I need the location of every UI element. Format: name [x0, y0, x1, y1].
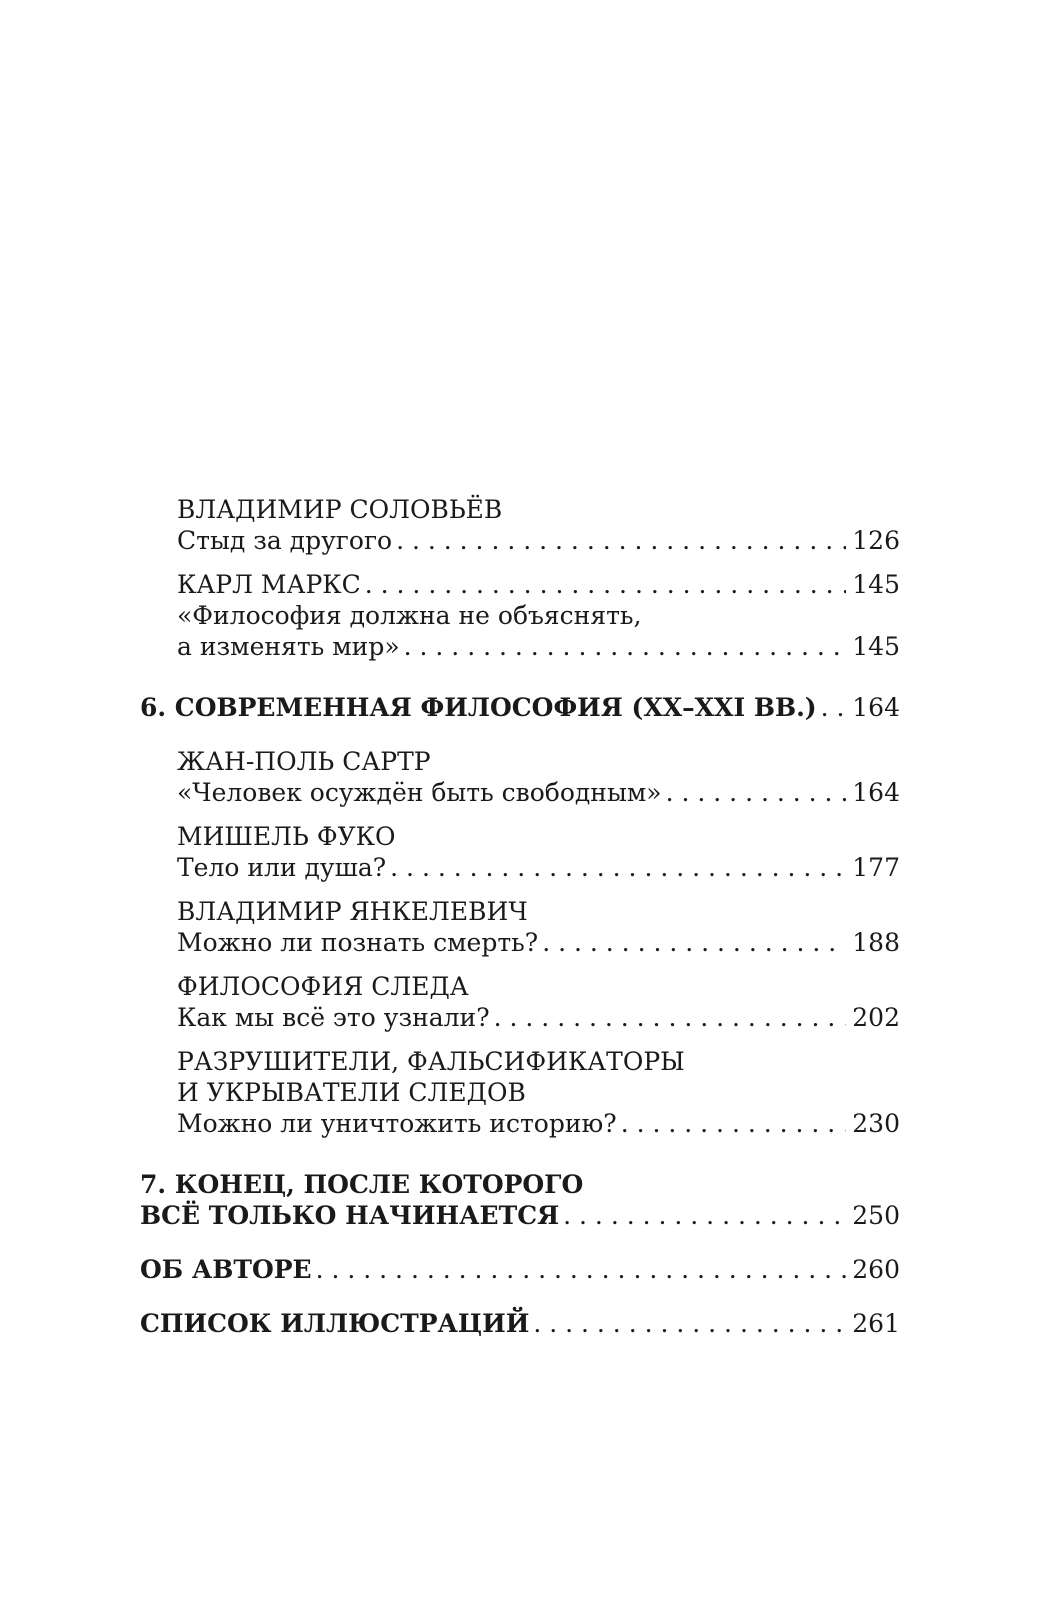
toc-title: Стыд за другого: [177, 526, 393, 555]
toc-page-number: 145: [852, 570, 900, 599]
toc-page-number: 164: [852, 693, 900, 722]
toc-entry-philosophy-of-trace: [140, 971, 900, 1033]
toc-page-number: 164: [852, 778, 900, 807]
toc-page-number: 261: [852, 1309, 900, 1338]
toc-page-number: 188: [852, 928, 900, 957]
toc-entry-jankelevitch: [140, 896, 900, 958]
toc-page-number: 230: [852, 1109, 900, 1138]
toc-title: Тело или душа?: [177, 853, 387, 882]
toc-chapter-title: СПИСОК ИЛЛЮСТРАЦИЙ: [140, 1309, 530, 1338]
toc-author: И УКРЫВАТЕЛИ СЛЕДОВ: [177, 1078, 526, 1107]
toc-chapter-title: ОБ АВТОРЕ: [140, 1255, 312, 1284]
toc-author: ЖАН-ПОЛЬ САРТР: [177, 747, 431, 776]
toc-title: Как мы всё это узнали?: [177, 1003, 490, 1032]
toc-chapter-7: [140, 1169, 900, 1231]
dot-leader: [316, 1254, 846, 1285]
dot-leader: [542, 927, 846, 958]
toc-about-author: [140, 1254, 900, 1285]
toc-title: «Философия должна не объяснять,: [177, 601, 642, 630]
toc-page-number: 177: [852, 853, 900, 882]
toc-entry-sartre: [140, 746, 900, 808]
dot-leader: [621, 1108, 846, 1139]
toc-chapter-title: 6. СОВРЕМЕННАЯ ФИЛОСОФИЯ (XX–XXI ВВ.): [140, 693, 817, 722]
toc-author: КАРЛ МАРКС: [177, 570, 361, 599]
dot-leader: [365, 569, 846, 600]
toc-author: ВЛАДИМИР ЯНКЕЛЕВИЧ: [177, 897, 528, 926]
dot-leader: [494, 1002, 846, 1033]
toc-entry-foucault: [140, 821, 900, 883]
dot-leader: [821, 692, 846, 723]
toc-page-number: 260: [852, 1255, 900, 1284]
dot-leader: [666, 777, 846, 808]
dot-leader: [563, 1200, 846, 1231]
dot-leader: [404, 631, 846, 662]
toc-chapter-title: ВСЁ ТОЛЬКО НАЧИНАЕТСЯ: [140, 1201, 560, 1230]
table-of-contents: [140, 494, 900, 1339]
toc-title: Можно ли уничтожить историю?: [177, 1109, 617, 1138]
toc-list-of-illustrations: [140, 1308, 900, 1339]
toc-chapter-6: [140, 692, 900, 723]
dot-leader: [396, 525, 846, 556]
toc-entry-marx: [140, 569, 900, 662]
toc-entry-destroyers: [140, 1046, 900, 1139]
toc-author: ФИЛОСОФИЯ СЛЕДА: [177, 972, 469, 1001]
toc-chapter-title: 7. КОНЕЦ, ПОСЛЕ КОТОРОГО: [140, 1170, 584, 1199]
toc-page-number: 126: [852, 526, 900, 555]
toc-title: «Человек осуждён быть свободным»: [177, 778, 662, 807]
dot-leader: [390, 852, 846, 883]
toc-entry-solovyov: [140, 494, 900, 556]
toc-author: ВЛАДИМИР СОЛОВЬЁВ: [177, 495, 503, 524]
toc-title: а изменять мир»: [177, 632, 400, 661]
toc-page-number: 202: [852, 1003, 900, 1032]
toc-author: РАЗРУШИТЕЛИ, ФАЛЬСИФИКАТОРЫ: [177, 1047, 685, 1076]
dot-leader: [533, 1308, 846, 1339]
toc-page-number: 250: [852, 1201, 900, 1230]
toc-author: МИШЕЛЬ ФУКО: [177, 822, 396, 851]
toc-page-number: 145: [852, 632, 900, 661]
toc-title: Можно ли познать смерть?: [177, 928, 539, 957]
